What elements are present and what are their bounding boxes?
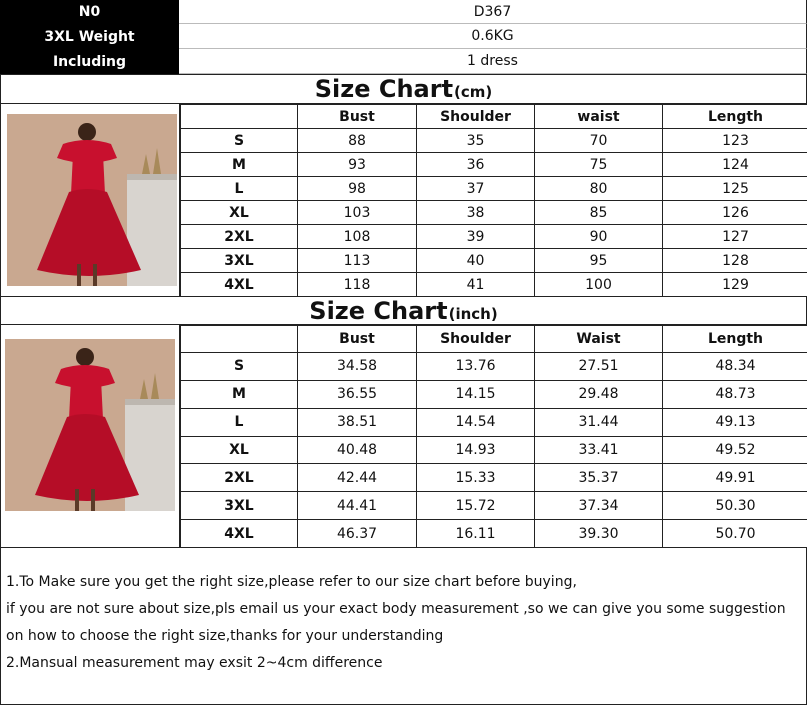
header-cell: Shoulder	[417, 326, 535, 353]
header-cell: Bust	[298, 326, 417, 353]
note-line: on how to choose the right size,thanks for your understanding	[6, 628, 444, 644]
info-value: D367	[179, 0, 807, 24]
value-cell: 15.72	[417, 492, 535, 520]
note-line: if you are not sure about size,pls email us your exact body measurement ,so we can give you some suggestion	[6, 601, 786, 617]
value-cell: 35	[417, 129, 535, 153]
value-cell: 35.37	[535, 464, 663, 492]
table-row	[181, 492, 807, 520]
value-cell: 90	[535, 225, 663, 249]
size-cell: S	[181, 353, 298, 381]
table-row	[181, 153, 807, 177]
table-header-row	[181, 326, 807, 353]
value-cell: 29.48	[535, 380, 663, 408]
table-row	[181, 177, 807, 201]
value-cell: 39.30	[535, 520, 663, 548]
value-cell: 49.91	[663, 464, 807, 492]
chart-unit: (inch)	[448, 304, 498, 323]
dress-photo	[1, 104, 180, 297]
table-row	[181, 408, 807, 436]
value-cell: 44.41	[298, 492, 417, 520]
info-row-number	[0, 0, 807, 24]
table-header-row	[181, 105, 807, 129]
value-cell: 41	[417, 273, 535, 297]
note-line: 1.To Make sure you get the right size,please refer to our size chart before buying,	[6, 574, 577, 590]
dress-photo	[1, 325, 180, 548]
value-cell: 42.44	[298, 464, 417, 492]
size-table-inch	[180, 325, 807, 548]
header-cell	[181, 326, 298, 353]
value-cell: 37.34	[535, 492, 663, 520]
value-cell: 100	[535, 273, 663, 297]
header-cell	[181, 105, 298, 129]
size-cell: 2XL	[181, 225, 298, 249]
chart-unit: (cm)	[454, 83, 493, 101]
table-row	[181, 520, 807, 548]
dress-image	[7, 114, 177, 286]
value-cell: 93	[298, 153, 417, 177]
value-cell: 70	[535, 129, 663, 153]
value-cell: 40	[417, 249, 535, 273]
value-cell: 33.41	[535, 436, 663, 464]
value-cell: 128	[663, 249, 807, 273]
size-cell: L	[181, 177, 298, 201]
dress-image	[5, 339, 175, 511]
value-cell: 125	[663, 177, 807, 201]
table-row	[181, 249, 807, 273]
value-cell: 50.70	[663, 520, 807, 548]
table-row	[181, 273, 807, 297]
value-cell: 108	[298, 225, 417, 249]
size-cell: 2XL	[181, 464, 298, 492]
value-cell: 46.37	[298, 520, 417, 548]
size-notes	[0, 548, 807, 705]
header-cell: Bust	[298, 105, 417, 129]
size-cell: L	[181, 408, 298, 436]
value-cell: 103	[298, 201, 417, 225]
value-cell: 31.44	[535, 408, 663, 436]
value-cell: 40.48	[298, 436, 417, 464]
value-cell: 38	[417, 201, 535, 225]
size-cell: 4XL	[181, 273, 298, 297]
size-cell: M	[181, 153, 298, 177]
info-row-including	[0, 49, 807, 74]
value-cell: 50.30	[663, 492, 807, 520]
header-cell: waist	[535, 105, 663, 129]
value-cell: 113	[298, 249, 417, 273]
value-cell: 14.15	[417, 380, 535, 408]
size-cell: XL	[181, 436, 298, 464]
value-cell: 88	[298, 129, 417, 153]
value-cell: 129	[663, 273, 807, 297]
note-line: 2.Mansual measurement may exsit 2~4cm difference	[6, 655, 383, 671]
value-cell: 34.58	[298, 353, 417, 381]
size-cell: 4XL	[181, 520, 298, 548]
info-value: 0.6KG	[179, 24, 807, 49]
value-cell: 13.76	[417, 353, 535, 381]
table-row	[181, 225, 807, 249]
size-chart-inch	[0, 325, 807, 548]
value-cell: 98	[298, 177, 417, 201]
value-cell: 95	[535, 249, 663, 273]
info-row-weight	[0, 24, 807, 49]
header-cell: Length	[663, 326, 807, 353]
size-chart-cm	[0, 104, 807, 297]
value-cell: 123	[663, 129, 807, 153]
value-cell: 16.11	[417, 520, 535, 548]
size-cell: 3XL	[181, 249, 298, 273]
value-cell: 36	[417, 153, 535, 177]
table-row	[181, 464, 807, 492]
size-table-cm	[180, 104, 807, 297]
value-cell: 49.52	[663, 436, 807, 464]
size-cell: XL	[181, 201, 298, 225]
size-cell: S	[181, 129, 298, 153]
value-cell: 124	[663, 153, 807, 177]
size-chart-cm-title	[0, 74, 807, 104]
header-cell: Length	[663, 105, 807, 129]
header-cell: Waist	[535, 326, 663, 353]
value-cell: 37	[417, 177, 535, 201]
value-cell: 39	[417, 225, 535, 249]
value-cell: 80	[535, 177, 663, 201]
table-row	[181, 380, 807, 408]
value-cell: 127	[663, 225, 807, 249]
info-label: 3XL Weight	[0, 24, 179, 49]
value-cell: 126	[663, 201, 807, 225]
value-cell: 15.33	[417, 464, 535, 492]
info-label: N0	[0, 0, 179, 24]
value-cell: 14.93	[417, 436, 535, 464]
product-info	[0, 0, 807, 75]
header-cell: Shoulder	[417, 105, 535, 129]
chart-title: Size Chart	[309, 296, 448, 325]
table-row	[181, 129, 807, 153]
table-row	[181, 436, 807, 464]
value-cell: 14.54	[417, 408, 535, 436]
chart-title: Size Chart	[314, 75, 454, 103]
value-cell: 75	[535, 153, 663, 177]
info-value: 1 dress	[179, 49, 807, 74]
value-cell: 118	[298, 273, 417, 297]
info-label: Including	[0, 49, 179, 74]
value-cell: 36.55	[298, 380, 417, 408]
table-row	[181, 201, 807, 225]
value-cell: 49.13	[663, 408, 807, 436]
value-cell: 48.34	[663, 353, 807, 381]
value-cell: 85	[535, 201, 663, 225]
value-cell: 38.51	[298, 408, 417, 436]
value-cell: 48.73	[663, 380, 807, 408]
size-chart-inch-title	[0, 297, 807, 325]
table-row	[181, 353, 807, 381]
size-cell: M	[181, 380, 298, 408]
size-cell: 3XL	[181, 492, 298, 520]
value-cell: 27.51	[535, 353, 663, 381]
